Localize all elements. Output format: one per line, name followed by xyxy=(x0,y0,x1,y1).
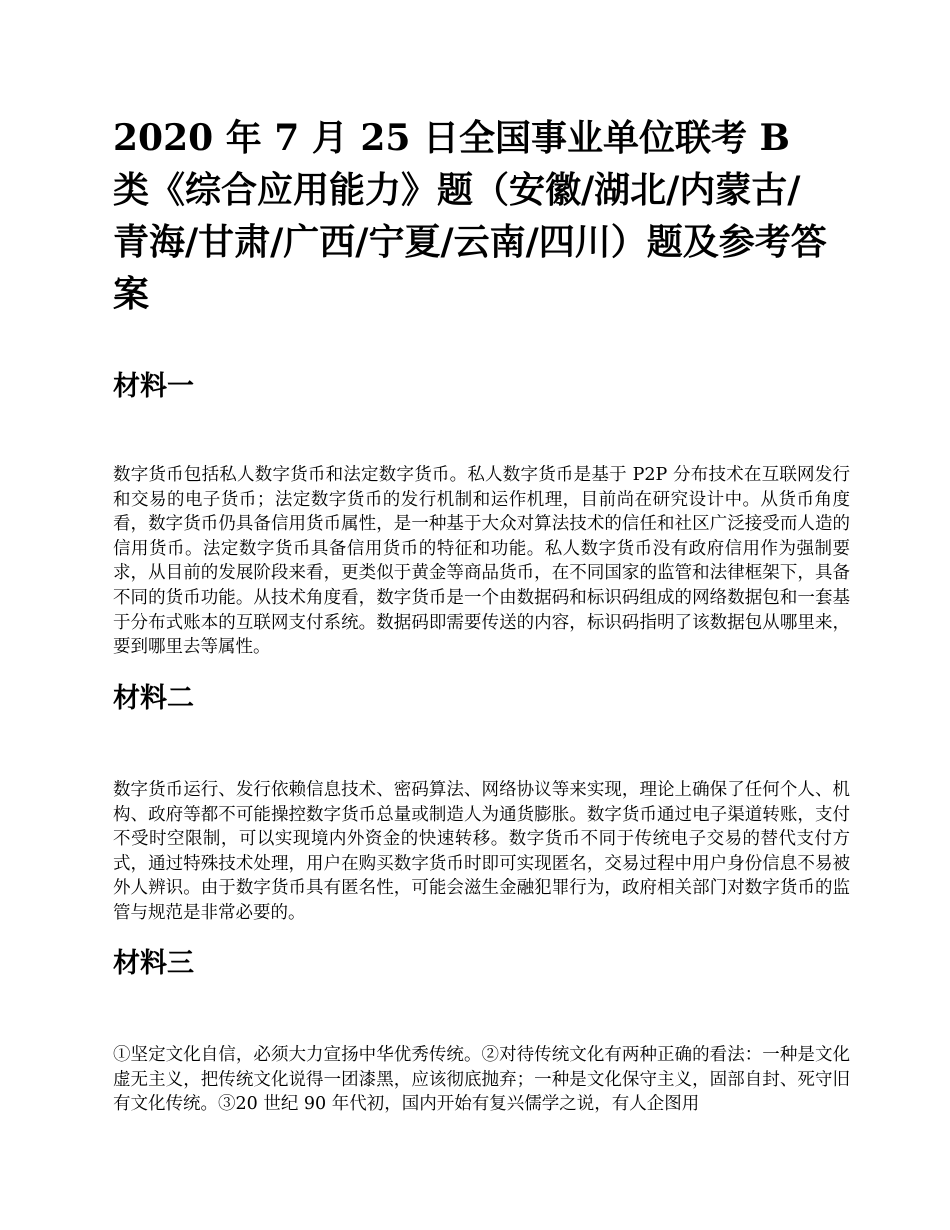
section-heading-material-3: 材料三 xyxy=(113,948,194,979)
section-body-material-2: 数字货币运行、发行依赖信息技术、密码算法、网络协议等来实现，理论上确保了任何个人、机构、政府等都不可能操控数字货币总量或制造人为通货膨胀。数字货币通过电子渠道转账，支付不受时空限制，可以实现境内外资金的快速转移。数字货币不同于传统电子交易的替代支付方式，通过特殊技术处理，用户在购买数字货币时即可实现匿名，交易过程中用户身份信息不易被外人辨识。由于数字货币具有匿名性，可能会滋生金融犯罪行为，政府相关部门对数字货币的监管与规范是非常必要的。 xyxy=(113,780,850,923)
section-heading-material-1: 材料一 xyxy=(113,371,194,402)
section-body-material-1: 数字货币包括私人数字货币和法定数字货币。私人数字货币是基于 P2P 分布技术在互联网发行和交易的电子货币；法定数字货币的发行机制和运作机理，目前尚在研究设计中。从货币角度看，数字货币仍具备信用货币属性，是一种基于大众对算法技术的信任和社区广泛接受而人造的信用货币。法定数字货币具备信用货币的特征和功能。私人数字货币没有政府信用作为强制要求，从目前的发展阶段来看，更类似于黄金等商品货币，在不同国家的监管和法律框架下，具备不同的货币功能。从技术角度看，数字货币是一个由数据码和标识码组成的网络数据包和一套基于分布式账本的互联网支付系统。数据码即需要传送的内容，标识码指明了该数据包从哪里来，要到哪里去等属性。 xyxy=(113,465,850,658)
section-heading-material-2: 材料二 xyxy=(113,683,194,714)
section-body-material-3: ①坚定文化自信，必须大力宣扬中华优秀传统。②对待传统文化有两种正确的看法：一种是文化虚无主义，把传统文化说得一团漆黑，应该彻底抛弃；一种是文化保守主义，固部自封、死守旧有文化传统。③20 世纪 90 年代初，国内开始有复兴儒学之说，有人企图用 xyxy=(113,1045,850,1115)
document-title: 2020 年 7 月 25 日全国事业单位联考 B 类《综合应用能力》题（安徽/湖北/内蒙古/青海/甘肃/广西/宁夏/云南/四川）题及参考答案 xyxy=(113,117,827,315)
